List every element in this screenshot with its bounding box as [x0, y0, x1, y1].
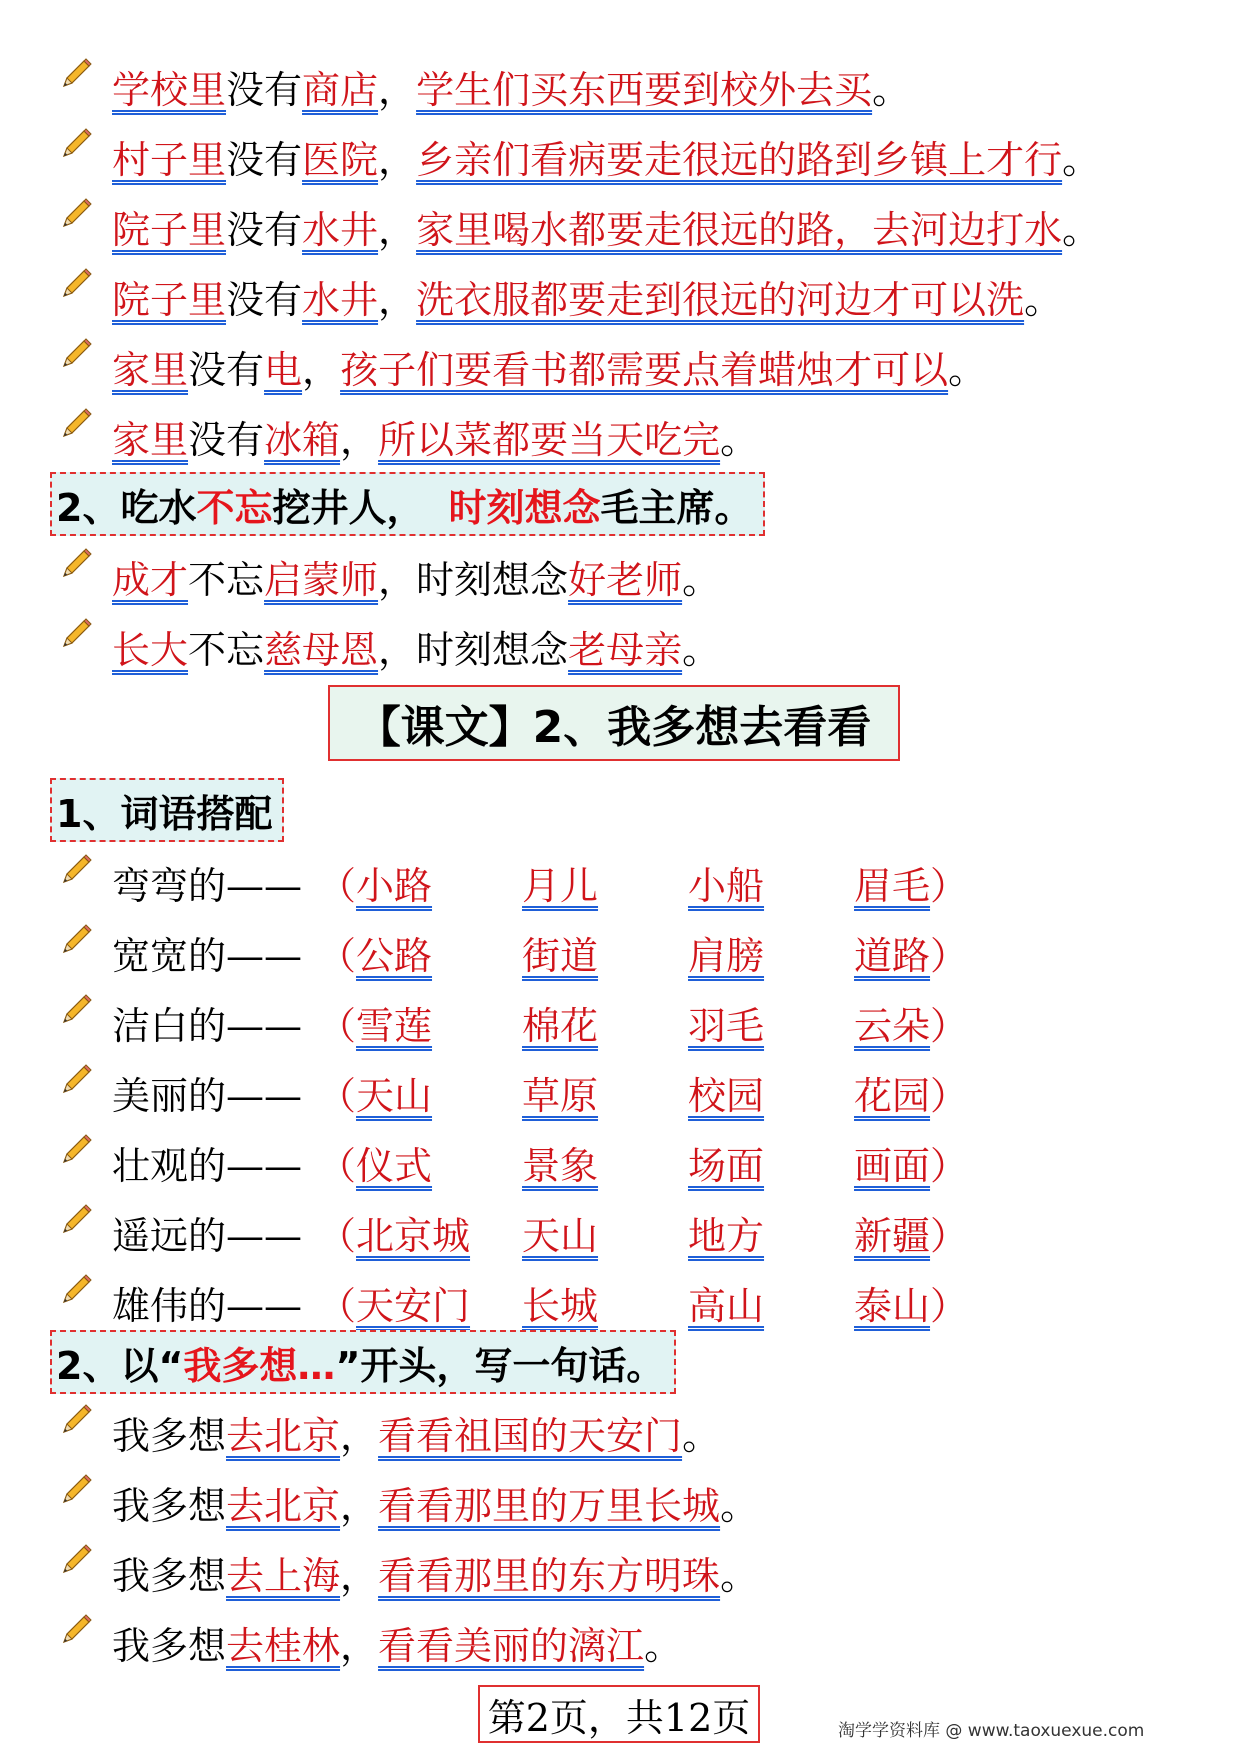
phrase-blank: 好老师 [568, 557, 683, 602]
match-label: 宽宽的—— [112, 933, 303, 978]
match-option: 雪莲 [356, 1003, 433, 1048]
word: 没有 [226, 207, 303, 252]
pencil-icon [58, 1132, 94, 1168]
close-paren: ） [930, 1213, 969, 1258]
match-option: 高山 [688, 1283, 765, 1328]
word-match-row [58, 924, 968, 980]
match-option: 天安门 [356, 1283, 471, 1328]
pencil-icon [58, 1542, 94, 1578]
period: 。 [720, 1483, 759, 1528]
comma: ， [340, 1483, 379, 1528]
missing-item: 冰箱 [264, 417, 341, 462]
missing-item: 电 [264, 347, 303, 392]
word: 没有 [188, 347, 265, 392]
match-label: 美丽的—— [112, 1073, 303, 1118]
match-label: 壮观的—— [112, 1143, 303, 1188]
match-option: 长城 [522, 1283, 599, 1328]
pencil-icon [58, 616, 94, 652]
open-paren: （ [318, 1143, 357, 1188]
match-option: 地方 [688, 1213, 765, 1258]
match-option: 花园 [854, 1073, 931, 1118]
pencil-icon [58, 1612, 94, 1648]
missing-item: 医院 [302, 137, 379, 182]
sentence-start: 我多想 [112, 1623, 227, 1668]
match-option: 羽毛 [688, 1003, 765, 1048]
match-option: 棉花 [522, 1003, 599, 1048]
lesson-title: 【课文】2、我多想去看看 [328, 685, 900, 761]
open-paren: （ [318, 1073, 357, 1118]
match-option: 泰山 [854, 1283, 931, 1328]
period: 。 [720, 417, 759, 462]
match-option: 小路 [356, 863, 433, 908]
period: 。 [720, 1553, 759, 1598]
close-paren: ） [930, 933, 969, 978]
phrase-blank: 启蒙师 [264, 557, 379, 602]
heading-highlight: 时刻想念 [448, 485, 601, 530]
comma: ， [302, 347, 341, 392]
pencil-icon [58, 1202, 94, 1238]
match-option: 场面 [688, 1143, 765, 1188]
phrase-blank: 慈母恩 [264, 627, 379, 672]
sentence-start: 我多想 [112, 1483, 227, 1528]
missing-item: 水井 [302, 207, 379, 252]
match-option: 景象 [522, 1143, 599, 1188]
sentence-sight: 看看那里的东方明珠 [378, 1553, 721, 1598]
consequence: 孩子们要看书都需要点着蜡烛才可以 [340, 347, 949, 392]
place: 院子里 [112, 207, 227, 252]
close-paren: ） [930, 863, 969, 908]
missing-item: 水井 [302, 277, 379, 322]
word-match-row [58, 994, 968, 1050]
phrase-text: ，时刻想念 [378, 557, 569, 602]
section-heading-sentence [50, 1330, 676, 1394]
list-item [58, 618, 720, 674]
match-option: 天山 [356, 1073, 433, 1118]
pencil-icon [58, 546, 94, 582]
comma: ， [340, 417, 379, 462]
consequence: 乡亲们看病要走很远的路到乡镇上才行 [416, 137, 1063, 182]
word-match-row [58, 1274, 968, 1330]
sentence-sight: 看看祖国的天安门 [378, 1413, 683, 1458]
match-option: 道路 [854, 933, 931, 978]
match-option: 草原 [522, 1073, 599, 1118]
match-option: 校园 [688, 1073, 765, 1118]
comma: ， [378, 277, 417, 322]
heading-highlight: 我多想… [183, 1343, 336, 1388]
pencil-icon [58, 1472, 94, 1508]
pencil-icon [58, 992, 94, 1028]
place: 学校里 [112, 67, 227, 112]
match-label: 弯弯的—— [112, 863, 303, 908]
pencil-icon [58, 852, 94, 888]
pencil-icon [58, 1272, 94, 1308]
pencil-icon [58, 1062, 94, 1098]
match-option: 月儿 [522, 863, 599, 908]
period: 。 [644, 1623, 683, 1668]
list-item [58, 1614, 682, 1670]
sentence-start: 我多想 [112, 1553, 227, 1598]
match-option: 画面 [854, 1143, 931, 1188]
match-option: 肩膀 [688, 933, 765, 978]
pencil-icon [58, 1402, 94, 1438]
phrase-text: ，时刻想念 [378, 627, 569, 672]
comma: ， [340, 1553, 379, 1598]
phrase-blank: 长大 [112, 627, 189, 672]
place: 家里 [112, 417, 189, 462]
word: 没有 [226, 67, 303, 112]
close-paren: ） [930, 1143, 969, 1188]
list-item [58, 58, 910, 114]
list-item [58, 1474, 758, 1530]
list-item [58, 548, 720, 604]
list-item [58, 198, 1100, 254]
phrase-blank: 老母亲 [568, 627, 683, 672]
close-paren: ） [930, 1003, 969, 1048]
period: 。 [682, 1413, 721, 1458]
match-option: 公路 [356, 933, 433, 978]
comma: ， [340, 1413, 379, 1458]
sentence-place: 去北京 [226, 1413, 341, 1458]
place: 院子里 [112, 277, 227, 322]
match-label: 遥远的—— [112, 1213, 303, 1258]
pencil-icon [58, 126, 94, 162]
open-paren: （ [318, 1003, 357, 1048]
word: 没有 [226, 137, 303, 182]
list-item [58, 1544, 758, 1600]
phrase-blank: 成才 [112, 557, 189, 602]
comma: ， [378, 207, 417, 252]
heading-part: 挖井人， [272, 485, 425, 530]
period: 。 [948, 347, 987, 392]
place: 村子里 [112, 137, 227, 182]
list-item [58, 408, 758, 464]
match-option: 北京城 [356, 1213, 471, 1258]
word-match-row [58, 1064, 968, 1120]
period: 。 [1062, 207, 1101, 252]
pencil-icon [58, 406, 94, 442]
match-option: 眉毛 [854, 863, 931, 908]
heading-part: 2、以“ [56, 1343, 184, 1388]
consequence: 家里喝水都要走很远的路，去河边打水 [416, 207, 1063, 252]
heading-part: 毛主席。 [600, 485, 753, 530]
match-label: 洁白的—— [112, 1003, 303, 1048]
heading-part: 2、吃水 [56, 485, 197, 530]
pencil-icon [58, 196, 94, 232]
open-paren: （ [318, 1213, 357, 1258]
phrase-text: 不忘 [188, 627, 265, 672]
match-option: 小船 [688, 863, 765, 908]
pencil-icon [58, 336, 94, 372]
match-option: 仪式 [356, 1143, 433, 1188]
period: 。 [872, 67, 911, 112]
list-item [58, 1404, 720, 1460]
section-heading [50, 472, 765, 536]
open-paren: （ [318, 863, 357, 908]
comma: ， [340, 1623, 379, 1668]
list-item [58, 268, 1062, 324]
comma: ， [378, 67, 417, 112]
open-paren: （ [318, 1283, 357, 1328]
match-option: 新疆 [854, 1213, 931, 1258]
sentence-sight: 看看那里的万里长城 [378, 1483, 721, 1528]
heading-highlight: 不忘 [196, 485, 273, 530]
close-paren: ） [930, 1283, 969, 1328]
match-option: 街道 [522, 933, 599, 978]
missing-item: 商店 [302, 67, 379, 112]
word-match-row [58, 1134, 968, 1190]
close-paren: ） [930, 1073, 969, 1118]
match-option: 天山 [522, 1213, 599, 1258]
page-number: 第2页，共12页 [478, 1685, 760, 1743]
match-label: 雄伟的—— [112, 1283, 303, 1328]
comma: ， [378, 137, 417, 182]
period: 。 [682, 557, 721, 602]
sentence-sight: 看看美丽的漓江 [378, 1623, 645, 1668]
heading-part: ”开头，写一句话。 [335, 1343, 665, 1388]
consequence: 洗衣服都要走到很远的河边才可以洗 [416, 277, 1025, 322]
phrase-text: 不忘 [188, 557, 265, 602]
match-option: 云朵 [854, 1003, 931, 1048]
period: 。 [1024, 277, 1063, 322]
section-heading-word-matching: 1、词语搭配 [50, 778, 284, 842]
sentence-start: 我多想 [112, 1413, 227, 1458]
word-match-row [58, 854, 968, 910]
list-item [58, 128, 1100, 184]
pencil-icon [58, 56, 94, 92]
watermark: 淘学学资料库 @ www.taoxuexue.com [838, 1721, 1145, 1741]
word: 没有 [226, 277, 303, 322]
sentence-place: 去北京 [226, 1483, 341, 1528]
word: 没有 [188, 417, 265, 462]
place: 家里 [112, 347, 189, 392]
open-paren: （ [318, 933, 357, 978]
sentence-place: 去桂林 [226, 1623, 341, 1668]
period: 。 [682, 627, 721, 672]
word-match-row [58, 1204, 968, 1260]
period: 。 [1062, 137, 1101, 182]
pencil-icon [58, 266, 94, 302]
pencil-icon [58, 922, 94, 958]
consequence: 所以菜都要当天吃完 [378, 417, 721, 462]
list-item [58, 338, 986, 394]
sentence-place: 去上海 [226, 1553, 341, 1598]
consequence: 学生们买东西要到校外去买 [416, 67, 873, 112]
